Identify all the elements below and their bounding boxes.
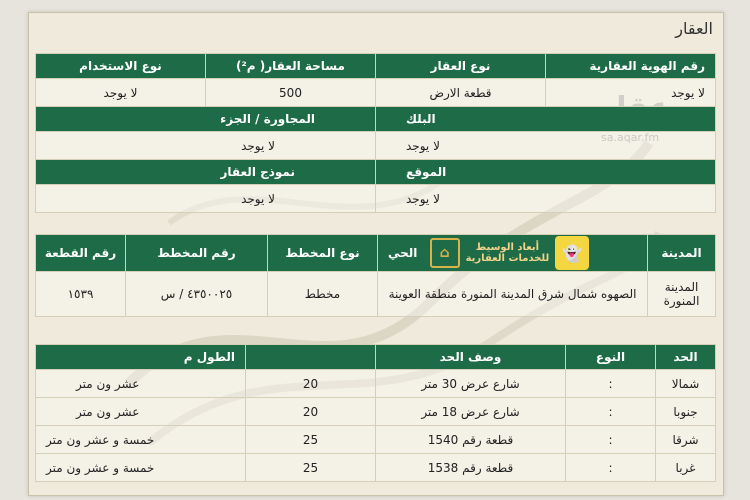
- row-length: 20: [246, 398, 376, 426]
- header-type: النوع: [566, 345, 656, 370]
- page-title: العقار: [675, 19, 713, 38]
- header-property-type: نوع العقار: [376, 54, 546, 79]
- row-type: :: [566, 370, 656, 398]
- value-plan-type: مخطط: [268, 272, 378, 317]
- row-description: قطعة رقم 1540: [376, 426, 566, 454]
- row-length-words: خمسة و عشر ون متر: [36, 426, 246, 454]
- header-neighborhood-part: المجاورة / الجزء: [36, 107, 376, 132]
- header-plot-number: رقم القطعة: [36, 235, 126, 272]
- value-neighborhood-part: لا يوجد: [36, 132, 376, 160]
- broker-emblem-icon: ⌂: [430, 238, 460, 268]
- row-side: شرقا: [656, 426, 716, 454]
- plan-value-row: [36, 272, 716, 317]
- boundaries-table: [35, 344, 716, 482]
- location-header-row: [36, 160, 716, 185]
- row-length-words: عشر ون متر: [36, 398, 246, 426]
- row-side: شمالا: [656, 370, 716, 398]
- broker-logos: [430, 236, 590, 270]
- header-property-id: رقم الهوية العقارية: [546, 54, 716, 79]
- row-description: قطعة رقم 1538: [376, 454, 566, 482]
- row-type: :: [566, 426, 656, 454]
- plan-info-table: [35, 234, 716, 317]
- header-district: الحي: [388, 245, 418, 260]
- table-row: [36, 370, 716, 398]
- header-length-blank: [246, 345, 376, 370]
- value-district: الصهوه شمال شرق المدينة المنورة منطقة العوينة: [378, 272, 648, 317]
- header-boundary-description: وصف الحد: [376, 345, 566, 370]
- row-type: :: [566, 454, 656, 482]
- row-description: شارع عرض 30 متر: [376, 370, 566, 398]
- property-info-table: [35, 53, 716, 213]
- row-length: 20: [246, 370, 376, 398]
- value-plan-number: ٤٣٥٠٠٢٥ / س: [126, 272, 268, 317]
- table-row: [36, 426, 716, 454]
- row-length-words: عشر ون متر: [36, 370, 246, 398]
- header-plan-type: نوع المخطط: [268, 235, 378, 272]
- value-block: لا يوجد: [376, 132, 716, 160]
- header-block: البلك: [376, 107, 716, 132]
- header-usage-type: نوع الاستخدام: [36, 54, 206, 79]
- table-row: [36, 454, 716, 482]
- header-city: المدينة: [648, 235, 716, 272]
- value-location: لا يوجد: [376, 185, 716, 213]
- value-plot-number: ١٥٣٩: [36, 272, 126, 317]
- snapchat-icon: 👻: [555, 236, 589, 270]
- header-plan-number: رقم المخطط: [126, 235, 268, 272]
- location-value-row: [36, 185, 716, 213]
- block-value-row: [36, 132, 716, 160]
- row-side: غربا: [656, 454, 716, 482]
- header-district-cell: [378, 235, 648, 272]
- row-length-words: خمسة و عشر ون متر: [36, 454, 246, 482]
- row-side: جنوبا: [656, 398, 716, 426]
- row-type: :: [566, 398, 656, 426]
- broker-logo-text: [466, 242, 550, 264]
- value-usage-type: لا يوجد: [36, 79, 206, 107]
- value-property-id: لا يوجد: [546, 79, 716, 107]
- table-row: [36, 398, 716, 426]
- value-city: المدينة المنورة: [648, 272, 716, 317]
- broker-logo-line2: للخدمات العقارية: [465, 253, 550, 264]
- block-header-row: [36, 107, 716, 132]
- boundaries-header-row: [36, 345, 716, 370]
- header-area: مساحة العقار( م²): [206, 54, 376, 79]
- value-property-model: لا يوجد: [36, 185, 376, 213]
- property-value-row: [36, 79, 716, 107]
- header-location: الموقع: [376, 160, 716, 185]
- broker-logo-line1: أبعاد الوسيط: [475, 242, 540, 253]
- row-length: 25: [246, 454, 376, 482]
- plan-header-row: [36, 235, 716, 272]
- header-length: الطول م: [36, 345, 246, 370]
- property-document: [28, 12, 724, 496]
- header-property-model: نموذج العقار: [36, 160, 376, 185]
- value-property-type: قطعة الارض: [376, 79, 546, 107]
- header-side: الحد: [656, 345, 716, 370]
- value-area: 500: [206, 79, 376, 107]
- aqar-url: sa.aqar.fm: [601, 131, 660, 144]
- row-length: 25: [246, 426, 376, 454]
- row-description: شارع عرض 18 متر: [376, 398, 566, 426]
- property-header-row: [36, 54, 716, 79]
